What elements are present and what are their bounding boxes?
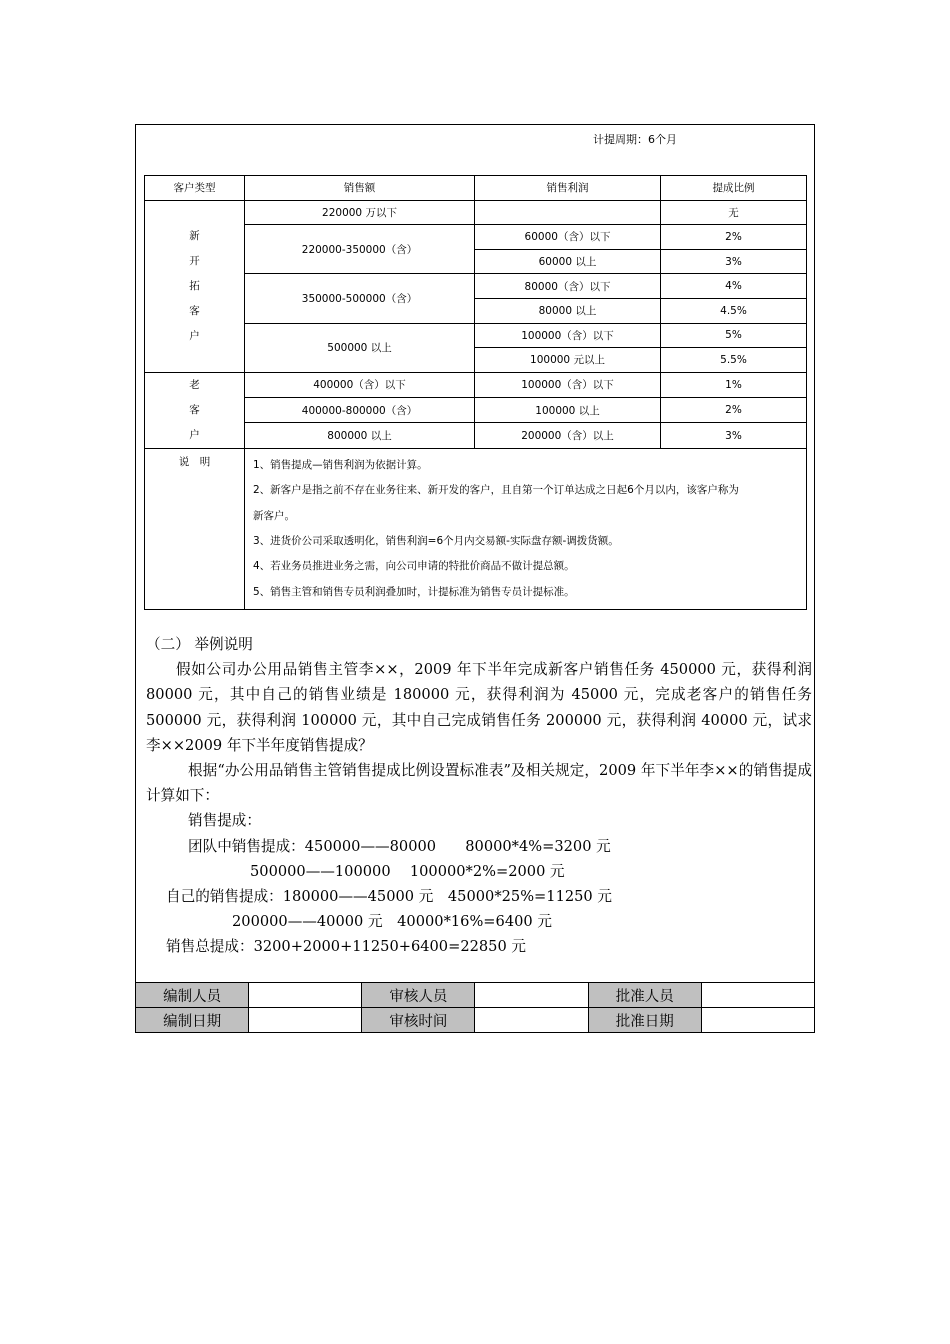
review-time-field[interactable]	[475, 1008, 588, 1033]
table-header-row	[145, 176, 807, 201]
new-customer-label	[145, 200, 245, 372]
approval-date-label: 批准日期	[588, 1008, 701, 1033]
approval-date-field[interactable]	[701, 1008, 814, 1033]
rate-cell: 5%	[661, 323, 807, 348]
sales-cell: 500000 以上	[245, 323, 475, 372]
rate-cell: 3%	[661, 249, 807, 274]
rate-cell: 无	[661, 200, 807, 225]
profit-cell: 100000（含）以下	[475, 323, 661, 348]
example-paragraph: 假如公司办公用品销售主管李××，2009 年下半年完成新客户销售任务 450000 元，获得利润 80000 元，其中自己的销售业绩是 180000 元，获得利润为 45000 元，完成老客户的销售任务 500000 元，获得利润 100000 元，其中自己完成销售任务 200000 元，获得利润 40000 元，试求李××2009 年下半年度销售提成？	[146, 661, 812, 754]
approved-by-label: 批准人员	[588, 983, 701, 1008]
self-calc-line: 200000——40000 元 40000*16%=6400 元	[232, 913, 552, 931]
rate-cell: 2%	[661, 398, 807, 423]
example-section	[146, 632, 812, 960]
profit-cell: 100000 元以上	[475, 348, 661, 373]
team-calc-line: 团队中销售提成：450000——80000 80000*4%=3200 元	[188, 837, 611, 855]
team-calc-line: 500000——100000 100000*2%=2000 元	[250, 862, 565, 880]
sales-cell: 220000-350000（含）	[245, 225, 475, 274]
note-line: 2、新客户是指之前不存在业务往来、新开发的客户，且自第一个订单达成之日起6个月以内，该客户称为	[253, 484, 739, 497]
new-customer-char: 客	[189, 304, 200, 317]
table-row	[145, 398, 807, 423]
rate-cell: 4%	[661, 274, 807, 299]
new-customer-char: 户	[189, 329, 200, 342]
header-customer-type: 客户类型	[145, 176, 245, 201]
table-row	[145, 225, 807, 250]
old-customer-char: 客	[189, 403, 200, 416]
profit-cell: 60000（含）以下	[475, 225, 661, 250]
old-customer-label	[145, 372, 245, 448]
profit-cell: 60000 以上	[475, 249, 661, 274]
prepared-date-label: 编制日期	[136, 1008, 249, 1033]
total-calc-line: 销售总提成：3200+2000+11250+6400=22850 元	[166, 938, 526, 956]
prepared-date-field[interactable]	[249, 1008, 362, 1033]
table-row	[145, 200, 807, 225]
calc-title: 销售提成：	[188, 812, 261, 830]
profit-cell: 80000（含）以下	[475, 274, 661, 299]
table-row	[145, 372, 807, 397]
sales-cell: 350000-500000（含）	[245, 274, 475, 323]
rate-cell: 1%	[661, 372, 807, 397]
profit-cell: 100000（含）以下	[475, 372, 661, 397]
commission-rate-table	[144, 175, 807, 610]
prepared-by-field[interactable]	[249, 983, 362, 1008]
notes-row	[145, 448, 807, 609]
rate-cell: 5.5%	[661, 348, 807, 373]
header-sales: 销售额	[245, 176, 475, 201]
signoff-row	[136, 1008, 815, 1033]
notes-cell	[245, 448, 807, 609]
new-customer-char: 新	[189, 229, 200, 242]
note-line: 3、进货价公司采取透明化，销售利润=6个月内交易额-实际盘存额-调拨货额。	[253, 534, 619, 547]
new-customer-char: 开	[189, 254, 200, 267]
header-rate: 提成比例	[661, 176, 807, 201]
rate-cell: 4.5%	[661, 298, 807, 323]
header-profit: 销售利润	[475, 176, 661, 201]
old-customer-char: 户	[189, 428, 200, 441]
old-customer-char: 老	[189, 378, 200, 391]
note-line: 5、销售主管和销售专员利润叠加时，计提标准为销售专员计提标准。	[253, 585, 575, 598]
basis-paragraph: 根据“办公用品销售主管销售提成比例设置标准表”及相关规定，2009 年下半年李××的销售提成计算如下：	[146, 762, 812, 805]
approved-by-field[interactable]	[701, 983, 814, 1008]
note-line: 新客户。	[253, 509, 295, 522]
note-line: 1、销售提成—销售利润为依据计算。	[253, 458, 428, 471]
table-row	[145, 423, 807, 448]
review-time-label: 审核时间	[362, 1008, 475, 1033]
sales-cell: 220000 万以下	[245, 200, 475, 225]
new-customer-char: 拓	[189, 279, 200, 292]
rate-cell: 3%	[661, 423, 807, 448]
signoff-row	[136, 983, 815, 1008]
sales-cell: 400000-800000（含）	[245, 398, 475, 423]
self-calc-line: 自己的销售提成：180000——45000 元 45000*25%=11250 元	[166, 888, 612, 906]
sales-cell: 800000 以上	[245, 423, 475, 448]
signoff-table	[135, 982, 815, 1033]
profit-cell	[475, 200, 661, 225]
table-row	[145, 274, 807, 299]
rate-cell: 2%	[661, 225, 807, 250]
sales-cell: 400000（含）以下	[245, 372, 475, 397]
table-row	[145, 323, 807, 348]
reviewed-by-field[interactable]	[475, 983, 588, 1008]
note-line: 4、若业务员推进业务之需，向公司申请的特批价商品不做计提总额。	[253, 560, 575, 573]
profit-cell: 200000（含）以上	[475, 423, 661, 448]
reviewed-by-label: 审核人员	[362, 983, 475, 1008]
profit-cell: 80000 以上	[475, 298, 661, 323]
profit-cell: 100000 以上	[475, 398, 661, 423]
prepared-by-label: 编制人员	[136, 983, 249, 1008]
example-heading: （二） 举例说明	[146, 636, 253, 653]
notes-label: 说 明	[145, 448, 245, 609]
period-label: 计提周期：6个月	[593, 133, 677, 146]
